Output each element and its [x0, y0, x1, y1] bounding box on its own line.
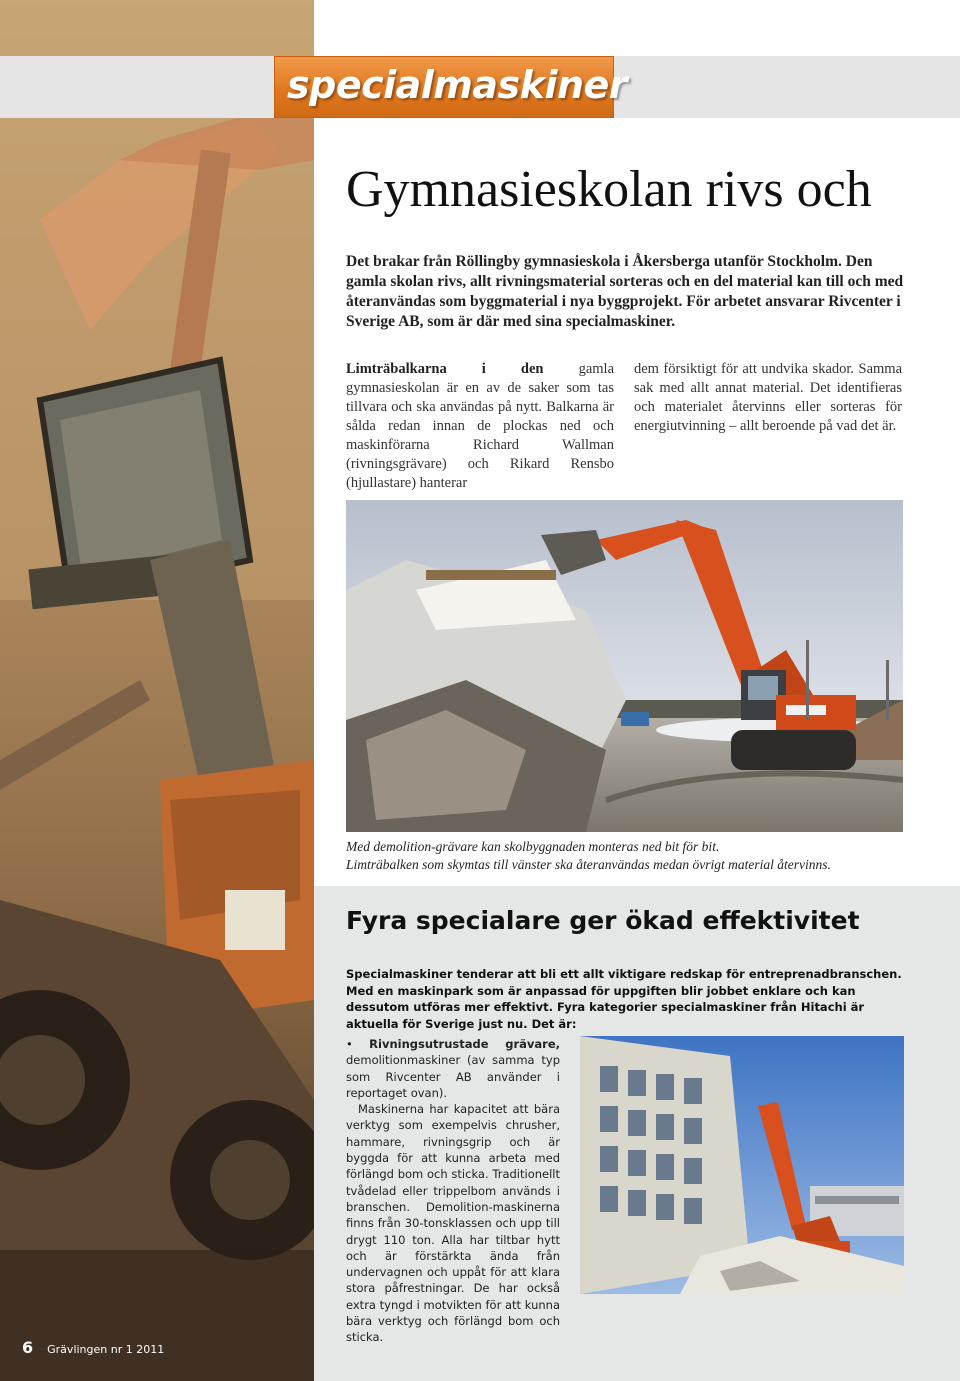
- body-column-1: [346, 360, 614, 493]
- body-text-1: gamla gymnasieskolan är en av de saker som tas tillvara och ska användas på nytt. Balkarna är sålda redan innan de plockas ned och maskinförarna Richard Wallman (rivningsgrävare) och Rikard Rensbo (hjullastare) hanterar: [346, 361, 615, 491]
- caption-line-2: Limträbalken som skymtas till vänster ska återanvändas medan övrigt material återvinns.: [346, 857, 831, 872]
- section-label: specialmaskiner: [287, 63, 628, 107]
- article-headline: Gymnasieskolan rivs och: [346, 161, 872, 218]
- caption-line-1: Med demolition-grävare kan skolbyggnaden monteras ned bit för bit.: [346, 839, 720, 854]
- section-tab: [274, 56, 628, 118]
- building-demolition-photo: [580, 1036, 904, 1294]
- factbox-lead: Specialmaskiner tenderar att bli ett allt viktigare redskap för entreprenadbranschen. Med en maskinpark som är anpassad för uppgiften blir jobbet enklare och kan dessutom utföras mer effektivt. Fyra kategorier specialmaskiner från Hitachi är aktuella för Sverige just nu. Det är:: [346, 967, 902, 1031]
- factbox-body: [346, 1036, 560, 1346]
- publication-name: Grävlingen nr 1 2011: [47, 1343, 165, 1356]
- photo-caption: [346, 838, 906, 874]
- page-footer: [22, 1338, 164, 1357]
- factbox-bullet: • Rivningsutrustade grävare, demolitionmaskiner (av samma typ som Rivcenter AB använder i reportaget ovan).: [346, 1037, 560, 1100]
- factbox-paragraph: Maskinerna har kapacitet att bära verktyg som exempelvis chrusher, hammare, rivningsgrip och är byggda för att kunna arbeta med förlängd bom och sticka. Traditionellt tvådelad eller trippelbom används i branschen. Demolition-maskinerna finns från 30-tonsklassen och upp till drygt 110 ton. Alla har tiltbar hytt och är förstärkta ända från undervagnen och uppåt för att klara stora påfrestningar. De har också extra tyngd i motvikten för att kunna bära verktyg och förlängd bom och sticka.: [346, 1102, 560, 1345]
- demolition-photo: [346, 500, 903, 832]
- sepia-machine-photo: [0, 0, 314, 1381]
- body-lead-in: Limträbalkarna i den: [346, 361, 544, 377]
- body-column-2: dem försiktigt för att undvika skador. Samma sak med allt annat material. Det identifieras och materialet återvinns eller sorteras för energiutvinning – allt beroende på vad det är.: [634, 361, 902, 434]
- bullet-rest: demolitionmaskiner (av samma typ som Rivcenter AB använder i reportaget ovan).: [346, 1053, 560, 1100]
- bullet-head: Rivningsutrustade grävare,: [369, 1037, 560, 1051]
- page-number: 6: [22, 1338, 34, 1357]
- article-lead: Det brakar från Röllingby gymnasieskola i Åkersberga utanför Stockholm. Den gamla skolan rivs, allt rivningsmaterial sorteras och en del material kan till och med återanvändas som byggmaterial i nya byggprojekt. För arbetet ansvarar Rivcenter i Sverige AB, som är där med sina specialmaskiner.: [346, 253, 904, 330]
- factbox-title: Fyra specialare ger ökad effektivitet: [346, 906, 860, 935]
